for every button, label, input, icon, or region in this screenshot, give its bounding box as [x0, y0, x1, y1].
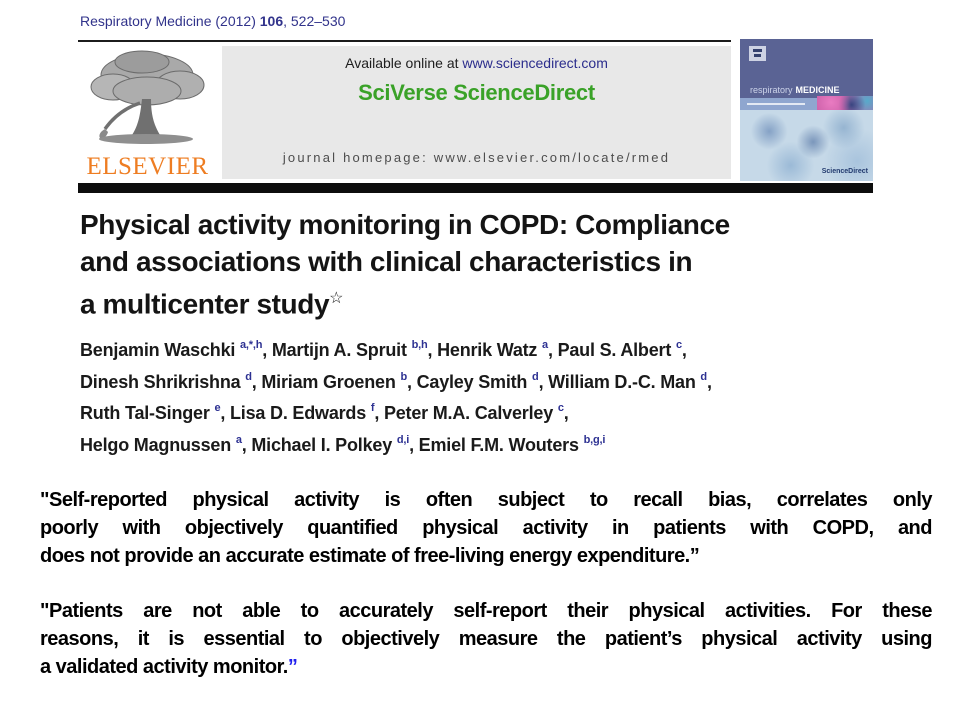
elsevier-wordmark: ELSEVIER — [86, 153, 209, 180]
author-affiliation-sup: a — [235, 433, 242, 446]
author-affiliation-sup: d — [245, 370, 252, 383]
cover-sciencedirect-label: ScienceDirect — [821, 168, 868, 175]
top-rule — [78, 40, 731, 42]
cover-journal-title — [750, 85, 840, 95]
author-name: Cayley Smith — [416, 371, 533, 392]
author-affiliation-sup: c — [675, 339, 682, 351]
sciencedirect-url: www.sciencedirect.com — [462, 55, 608, 71]
author-affiliation-sup: d — [700, 370, 707, 383]
elsevier-tree-icon — [80, 47, 215, 147]
author-affiliation-sup: f — [370, 402, 375, 414]
author-line: Benjamin Waschki $^{a,*,h}$, Martijn A. Spruit $^{b,h}$, Henrik Watz $^a$, Paul S. Albert $^c$, — [80, 339, 687, 360]
author-name: Ruth Tal-Singer — [80, 403, 215, 423]
citation-pages: , 522–530 — [283, 13, 346, 29]
title-line — [80, 206, 880, 243]
journal-cover — [740, 39, 873, 181]
journal-homepage-line: journal homepage: www.elsevier.com/locate/rmed — [282, 150, 671, 165]
citation-volume: 106 — [259, 13, 284, 29]
article-citation — [80, 13, 345, 29]
cover-micrograph — [740, 110, 873, 181]
author-line: Ruth Tal-Singer $^e$, Lisa D. Edwards $^f$, Peter M.A. Calverley $^c$, — [80, 402, 569, 423]
cover-journal-title-upper: MEDICINE — [795, 85, 840, 95]
title-line — [80, 280, 880, 322]
available-online-prefix: Available online at — [345, 55, 463, 71]
elsevier-logo — [80, 47, 215, 179]
cover-strip-textline — [747, 103, 805, 105]
author-line: Dinesh Shrikrishna $^d$, Miriam Groenen $^b$, Cayley Smith $^d$, William D.-C. Man $^d$, — [80, 370, 712, 392]
quote-second — [40, 597, 932, 681]
quote-line: "Patients are not able to accurately self-report their physical activities. For these — [40, 600, 932, 622]
closing-quote-mark: ” — [287, 656, 298, 678]
author-line: Helgo Magnussen $^a$, Michael I. Polkey $^{d,i}$, Emiel F.M. Wouters $^{b,g,i}$ — [80, 433, 606, 455]
title-line — [80, 243, 880, 280]
article-title — [80, 206, 880, 322]
author-affiliation-sup: a,*,h — [239, 339, 263, 351]
title-footnote-star: ☆ — [329, 290, 344, 307]
title-line-text: and associations with clinical characteristics in — [80, 246, 693, 277]
author-name: Paul S. Albert — [557, 340, 676, 360]
quote-line: "Self-reported physical activity is often subject to recall bias, correlates only — [40, 489, 932, 511]
quote-first — [40, 486, 932, 570]
separator-bar — [78, 183, 873, 193]
author-affiliation-sup: e — [214, 402, 221, 414]
author-affiliation-sup: b,g,i — [583, 433, 606, 446]
author-affiliation-sup: a — [542, 339, 548, 351]
quote-line: does not provide an accurate estimate of free-living energy expenditure.” — [40, 545, 700, 567]
cover-publisher-icon — [749, 46, 766, 61]
author-name: Benjamin Waschki — [80, 340, 240, 360]
author-name: Michael I. Polkey — [251, 434, 397, 455]
masthead-box — [222, 46, 731, 179]
author-name: Dinesh Shrikrishna — [80, 371, 246, 392]
author-name: Lisa D. Edwards — [230, 403, 371, 423]
author-name: Peter M.A. Calverley — [383, 403, 558, 423]
author-affiliation-sup: b — [400, 370, 407, 383]
author-affiliation-sup: d — [532, 370, 539, 383]
author-list — [80, 333, 880, 459]
author-affiliation-sup: b,h — [411, 339, 428, 351]
available-online-line — [222, 55, 731, 71]
cover-strip — [740, 98, 873, 110]
quote-line: a validated activity monitor.” — [40, 656, 298, 678]
sciverse-wordmark: SciVerse ScienceDirect — [358, 80, 595, 105]
author-affiliation-sup: d,i — [396, 433, 410, 446]
author-name: Miriam Groenen — [261, 371, 401, 392]
citation-journal: Respiratory Medicine (2012) — [80, 13, 260, 29]
title-line-text: Physical activity monitoring in COPD: Compliance — [80, 209, 730, 240]
quote-line: reasons, it is essential to objectively measure the patient’s physical activity using — [40, 628, 932, 650]
cover-journal-title-lower: respiratory — [750, 85, 793, 95]
author-name: Martijn A. Spruit — [271, 340, 412, 360]
author-name: Emiel F.M. Wouters — [418, 434, 584, 455]
author-name: Henrik Watz — [437, 340, 543, 360]
author-name: William D.-C. Man — [548, 371, 701, 392]
author-name: Helgo Magnussen — [80, 434, 236, 455]
title-line-text: a multicenter study — [80, 288, 330, 320]
quote-line: poorly with objectively quantified physical activity in patients with COPD, and — [40, 517, 932, 539]
author-affiliation-sup: c — [557, 402, 564, 414]
